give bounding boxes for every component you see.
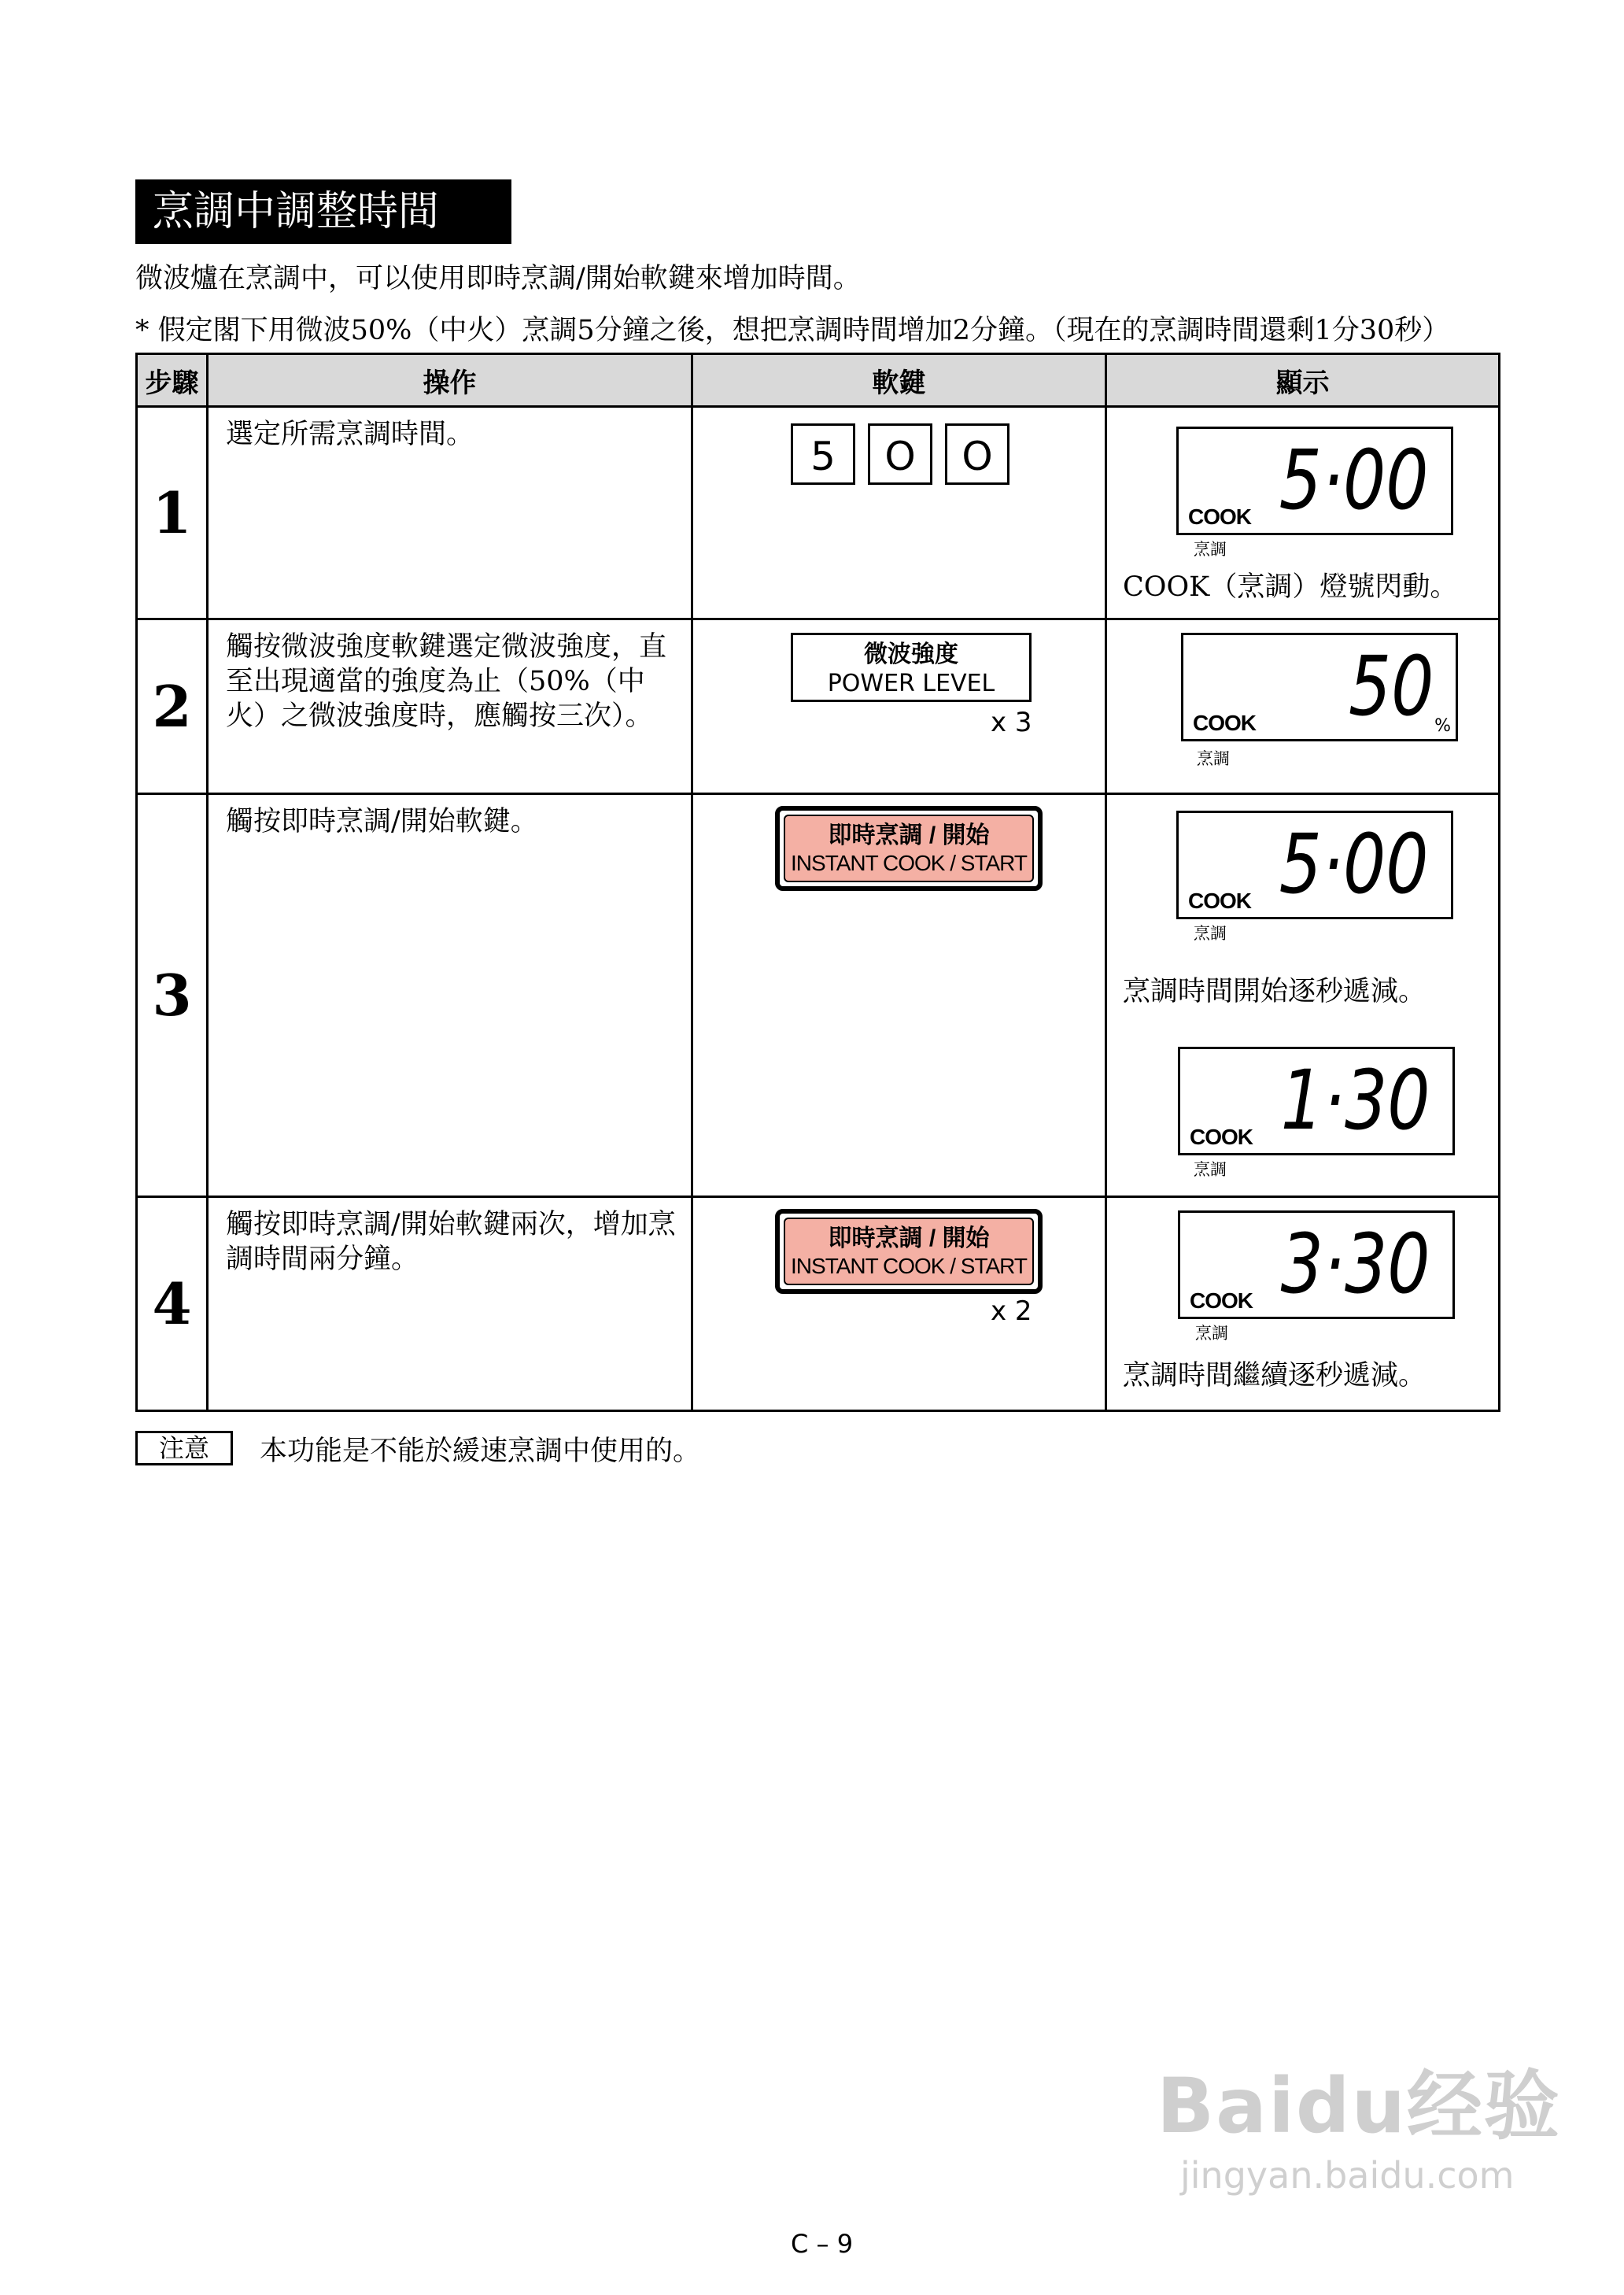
key-cell — [692, 794, 1106, 1197]
start-label-en: INSTANT COOK / START — [791, 851, 1027, 875]
start-label-zh: 即時烹調 / 開始 — [828, 1225, 990, 1251]
start-label-en: INSTANT COOK / START — [791, 1254, 1027, 1278]
header-key: 軟鍵 — [692, 354, 1106, 407]
assumption-text: * 假定閣下用微波50%（中火）烹調5分鐘之後，想把烹調時間增加2分鐘。（現在的烹調時間還剩1分30秒） — [135, 315, 1450, 346]
display-cell — [1106, 1197, 1500, 1411]
step-operation: 觸按即時烹調/開始軟鍵兩次，增加烹調時間兩分鐘。 — [208, 1197, 692, 1411]
power-level-label-en: POWER LEVEL — [827, 670, 995, 697]
cook-sub-label: 烹調 — [1195, 1324, 1228, 1343]
press-count: x 2 — [991, 1295, 1032, 1327]
lcd-display — [1176, 427, 1453, 535]
lcd-display — [1176, 811, 1453, 919]
cook-indicator: COOK — [1190, 1288, 1253, 1313]
table-header-row — [137, 354, 1500, 407]
start-label-zh: 即時烹調 / 開始 — [828, 822, 990, 848]
step-operation: 觸按微波強度軟鍵選定微波強度，直至出現適當的強度為止（50%（中火）之微波強度時，應觸按三次）。 — [208, 619, 692, 794]
press-count: x 3 — [991, 707, 1032, 738]
cook-indicator: COOK — [1188, 889, 1251, 913]
display-cell — [1106, 619, 1500, 794]
header-step: 步驟 — [137, 354, 208, 407]
cook-sub-label: 烹調 — [1197, 749, 1230, 768]
number-key-0[interactable]: O — [868, 423, 932, 485]
baidu-watermark — [1157, 2046, 1561, 2197]
instant-cook-start-button[interactable] — [775, 1209, 1043, 1294]
lcd-digits: 3·30 — [1281, 1216, 1430, 1312]
key-cell — [692, 1197, 1106, 1411]
note-text: 本功能是不能於緩速烹調中使用的。 — [260, 1436, 701, 1467]
number-key-0[interactable]: O — [945, 423, 1009, 485]
lcd-digits: 5·00 — [1279, 432, 1429, 528]
lcd-display — [1178, 1210, 1455, 1319]
display-cell — [1106, 407, 1500, 619]
key-cell — [692, 407, 1106, 619]
power-level-label-zh: 微波強度 — [864, 641, 958, 668]
header-operation: 操作 — [208, 354, 692, 407]
cook-indicator: COOK — [1188, 504, 1251, 529]
table-row — [137, 619, 1500, 794]
table-row — [137, 407, 1500, 619]
step-number: 4 — [137, 1197, 208, 1411]
page-title: 烹調中調整時間 — [135, 179, 511, 244]
cook-sub-label: 烹調 — [1194, 924, 1227, 943]
lcd-digits: 50 — [1348, 638, 1434, 734]
key-cell — [692, 619, 1106, 794]
watermark-url: jingyan.baidu.com — [1180, 2154, 1515, 2197]
display-cell — [1106, 794, 1500, 1197]
lcd-display — [1181, 633, 1458, 741]
display-note: 烹調時間開始逐秒遞減。 — [1123, 976, 1427, 1007]
lcd-digits: 1·30 — [1281, 1052, 1430, 1148]
cook-indicator: COOK — [1193, 711, 1256, 735]
cook-sub-label: 烹調 — [1194, 540, 1227, 559]
watermark-logo: Baidu经验 — [1157, 2062, 1561, 2150]
note-label: 注意 — [135, 1431, 233, 1465]
step-number: 2 — [137, 619, 208, 794]
number-key-5[interactable]: 5 — [791, 423, 855, 485]
power-level-button[interactable] — [791, 633, 1032, 702]
step-number: 1 — [137, 407, 208, 619]
table-row — [137, 794, 1500, 1197]
instant-cook-start-button[interactable] — [775, 806, 1043, 891]
cook-sub-label: 烹調 — [1194, 1160, 1227, 1179]
cook-indicator: COOK — [1190, 1125, 1253, 1149]
display-note: COOK（烹調）燈號閃動。 — [1123, 571, 1458, 603]
percent-indicator: % — [1434, 716, 1451, 736]
lcd-display-second — [1178, 1047, 1455, 1155]
steps-table — [135, 353, 1500, 1412]
intro-text: 微波爐在烹調中，可以使用即時烹調/開始軟鍵來增加時間。 — [135, 263, 861, 294]
lcd-digits: 5·00 — [1279, 816, 1429, 912]
table-row — [137, 1197, 1500, 1411]
step-number: 3 — [137, 794, 208, 1197]
header-display: 顯示 — [1106, 354, 1500, 407]
page-number: C – 9 — [791, 2229, 854, 2259]
step-operation: 觸按即時烹調/開始軟鍵。 — [208, 794, 692, 1197]
step-operation: 選定所需烹調時間。 — [208, 407, 692, 619]
display-note: 烹調時間繼續逐秒遞減。 — [1123, 1360, 1427, 1391]
